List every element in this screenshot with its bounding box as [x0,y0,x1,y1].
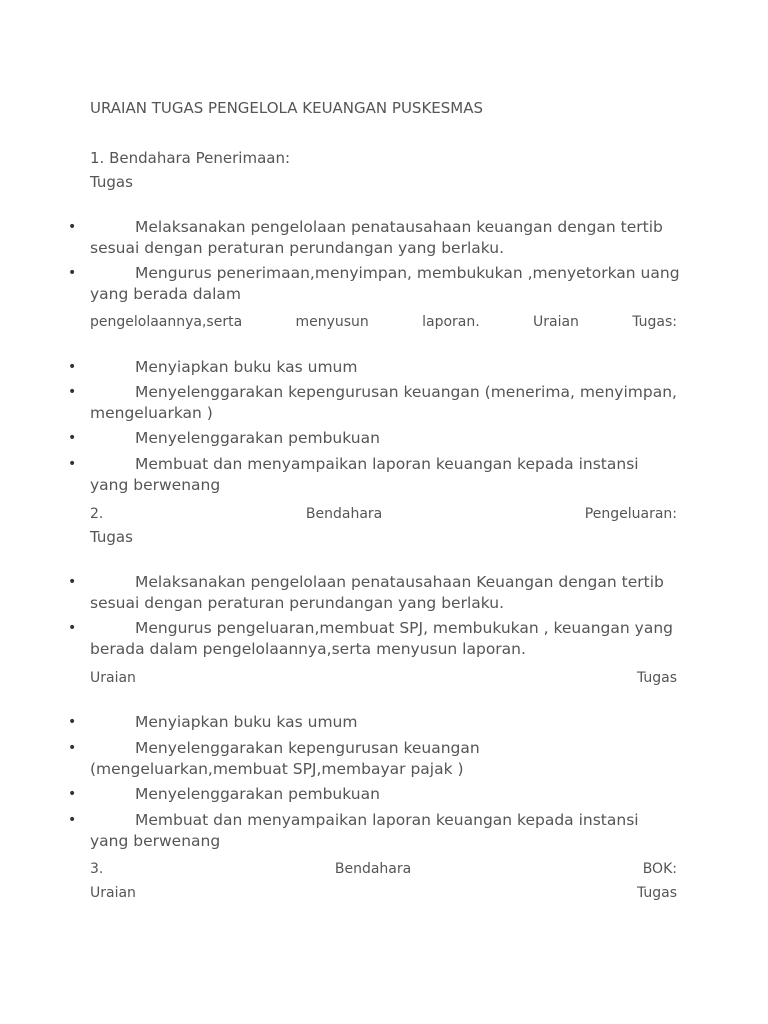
list-item: • Menyelenggarakan pembukuan [68,785,380,803]
list-item: • Mengurus penerimaan,menyimpan, membukukan ,menyetorkan uang yang berada dalam [68,264,680,303]
bullet-icon: • [68,740,77,756]
justified-line: Uraian Tugas [90,670,677,686]
bullet-icon: • [68,384,77,400]
list-item: • Membuat dan menyampaikan laporan keuangan kepada instansi yang berwenang [68,811,639,850]
bullet-icon: • [68,265,77,281]
section-2-heading: 2. Bendahara Pengeluaran: [90,506,677,522]
bullet-icon: • [68,430,77,446]
section-2-subheading: Tugas [90,528,133,546]
list-item: • Melaksanakan pengelolaan penatausahaan keuangan dengan tertib sesuai dengan peraturan perundangan yang berlaku. [68,218,663,257]
list-item: • Melaksanakan pengelolaan penatausahaan Keuangan dengan tertib sesuai dengan peraturan perundangan yang berlaku. [68,573,664,612]
list-item: • Membuat dan menyampaikan laporan keuangan kepada instansi yang berwenang [68,455,639,494]
bullet-icon: • [68,359,77,375]
list-item: • Mengurus pengeluaran,membuat SPJ, membukukan , keuangan yang berada dalam pengelolaannya,serta menyusun laporan. [68,619,673,658]
justified-line: Uraian Tugas [90,885,677,901]
bullet-icon: • [68,574,77,590]
bullet-icon: • [68,219,77,235]
list-item: • Menyiapkan buku kas umum [68,713,358,731]
list-item: • Menyelenggarakan kepengurusan keuangan (mengeluarkan,membuat SPJ,membayar pajak ) [68,739,480,778]
bullet-icon: • [68,786,77,802]
list-item: • Menyiapkan buku kas umum [68,358,358,376]
section-3-heading: 3. Bendahara BOK: [90,861,677,877]
bullet-icon: • [68,456,77,472]
list-item: • Menyelenggarakan pembukuan [68,429,380,447]
bullet-icon: • [68,714,77,730]
section-1-heading: 1. Bendahara Penerimaan: [90,149,291,167]
bullet-icon: • [68,812,77,828]
justified-line: pengelolaannya,serta menyusun laporan. Uraian Tugas: [90,314,677,330]
list-item: • Menyelenggarakan kepengurusan keuangan (menerima, menyimpan, mengeluarkan ) [68,383,677,422]
document-title: URAIAN TUGAS PENGELOLA KEUANGAN PUSKESMAS [90,99,484,117]
section-1-subheading: Tugas [90,173,133,191]
bullet-icon: • [68,620,77,636]
